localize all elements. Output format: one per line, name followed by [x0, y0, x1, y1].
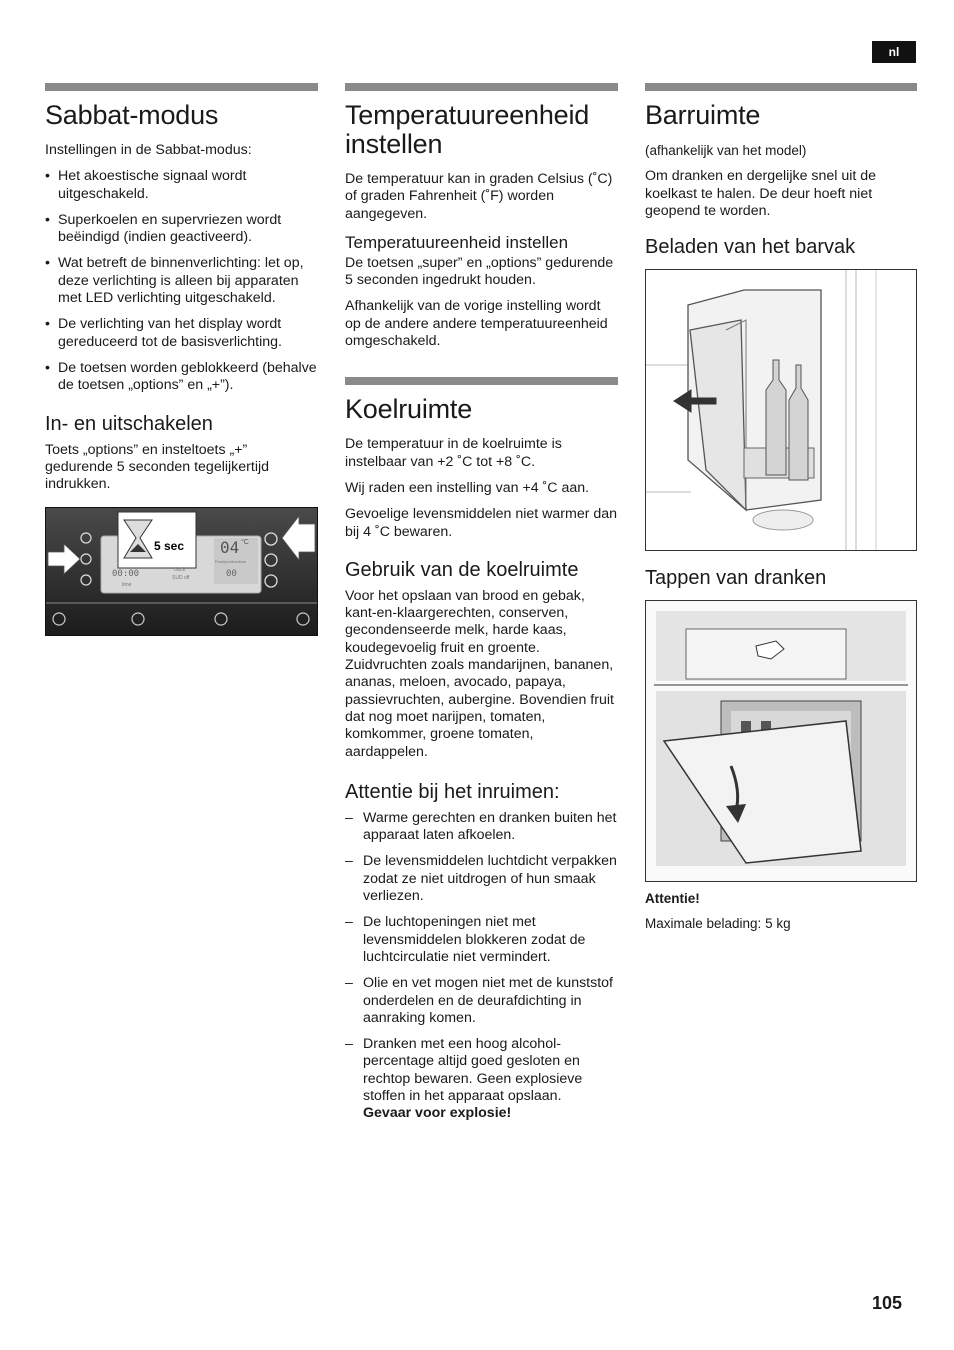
section-rule: [345, 83, 618, 91]
temp-display: 04: [220, 538, 240, 558]
section-rule: [645, 83, 917, 91]
bar-title: Barruimte: [645, 100, 761, 130]
column-sabbat: [45, 83, 318, 636]
bar-loading-figure: [645, 269, 917, 551]
temp-unit: °C: [241, 539, 249, 547]
sabbat-bullet-list: [45, 168, 318, 394]
tap-figure: [645, 600, 917, 882]
temp-unit-p2: De toetsen „super” en „options” gedurende 5 seconden ingedrukt houden.: [345, 254, 614, 289]
display-tiny-time: time: [122, 582, 132, 589]
bar-model-note: (afhankelijk van het model): [645, 143, 807, 158]
temp-unit-title: Temperatuureenheid instellen: [345, 100, 590, 159]
display-right-value: 00: [226, 569, 237, 580]
attention-label: Attentie!: [645, 891, 700, 907]
switch-text: Toets „options” en insteltoets „+” gedurende 5 seconden tegelijkertijd indrukken.: [45, 441, 270, 493]
list-item: • Superkoelen en supervriezen wordt beëindigd (indien geactiveerd).: [45, 212, 318, 247]
column-bar: [645, 83, 917, 942]
bar-loading-illustration: [646, 270, 916, 550]
list-item: – De levensmiddelen luchtdicht verpakken zodat ze niet uitdrogen of hun smaak verliezen.: [345, 853, 618, 905]
tap-title: Tappen van dranken: [645, 567, 827, 590]
sabbat-intro: Instellingen in de Sabbat-modus:: [45, 142, 252, 158]
cooling-p6: Gevoelige levensmiddelen niet warmer dan bij 4 ˚C bewaren.: [345, 506, 618, 540]
cooling-p7: Voor het opslaan van brood en gebak, kant-en-klaargerechten, conserven, gecondenseerde melk, harde kaas, koudegevoelig fruit en groente. Zuidvruchten zoals mandarijnen, bananen, ananas, meloen, avocado, papaya, passievruchten, aubergine. Bovendien fruit dat nog moet narijpen, tomaten, komkommer, groene tomaten, aardappelen.: [345, 587, 614, 760]
max-load: Maximale belading: 5 kg: [645, 916, 791, 932]
section-rule: [345, 377, 618, 385]
cooling-p5: Wij raden een instelling van +4 ˚C aan.: [345, 479, 590, 496]
list-item: • Het akoestische signaal wordt uitgeschakeld.: [45, 168, 318, 203]
list-item: – Warme gerechten en dranken buiten het apparaat laten afkoelen.: [345, 810, 618, 845]
page-number: 105: [872, 1293, 903, 1313]
language-badge: nl: [872, 41, 916, 63]
cooling-p4: De temperatuur in de koelruimte is instelbaar van +2 ˚C tot +8 ˚C.: [345, 436, 562, 470]
temp-unit-p1: De temperatuur kan in graden Celsius (˚C) of graden Fahrenheit (˚F) worden aangegeven.: [345, 171, 613, 222]
list-item: • Wat betreft de binnenverlichting: let op, deze verlichting is alleen bij apparaten met LED verlichting uitgeschakeld.: [45, 255, 318, 307]
alcohol-warning-text: Dranken met een hoog alcohol-percentage altijd goed gesloten en rechtop bewaren. Geen explosieve stoffen in het apparaat opslaan.: [363, 1036, 583, 1104]
sabbat-title: Sabbat-modus: [45, 100, 219, 130]
cooling-title: Koelruimte: [345, 394, 473, 425]
section-rule: [45, 83, 318, 91]
display-clock: 00:00: [112, 569, 140, 580]
list-item: – Olie en vet mogen niet met de kunststof onderdelen en de deurafdichting in aanraking komen.: [345, 975, 618, 1027]
display-tiny-clock: clock: [174, 567, 186, 574]
display-tiny-sud: SUD off: [172, 575, 190, 582]
bar-loading-title: Beladen van het barvak: [645, 236, 856, 259]
display-tiny-fresh: Freshproducttime: [215, 559, 247, 565]
explosion-warning: Gevaar voor explosie!: [363, 1105, 512, 1122]
control-panel-figure: [45, 507, 318, 636]
list-item: • De verlichting van het display wordt gereduceerd tot de basisverlichting.: [45, 316, 318, 351]
column-temperature: [345, 83, 618, 1132]
attention-list: [345, 810, 618, 1123]
list-item: [345, 1036, 618, 1122]
attention-title: Attentie bij het inruimen:: [345, 780, 560, 803]
temp-unit-subtitle: Temperatuureenheid instellen: [345, 232, 569, 252]
list-item: • De toetsen worden geblokkeerd (behalve de toetsen „options” en „+”).: [45, 360, 318, 395]
tap-illustration: [646, 601, 916, 881]
temp-unit-p3: Afhankelijk van de vorige instelling wordt op de andere andere temperatuureenheid omgeschakeld.: [345, 298, 608, 350]
switch-title: In- en uitschakelen: [45, 412, 213, 435]
list-item: – De luchtopeningen niet met levensmiddelen blokkeren zodat de luchtcirculatie niet vermindert.: [345, 914, 618, 966]
cooling-use-title: Gebruik van de koelruimte: [345, 558, 579, 581]
timer-label: 5 sec: [154, 539, 185, 554]
bar-p2: Om dranken en dergelijke snel uit de koelkast te halen. De deur hoeft niet geopend te worden.: [645, 168, 877, 219]
